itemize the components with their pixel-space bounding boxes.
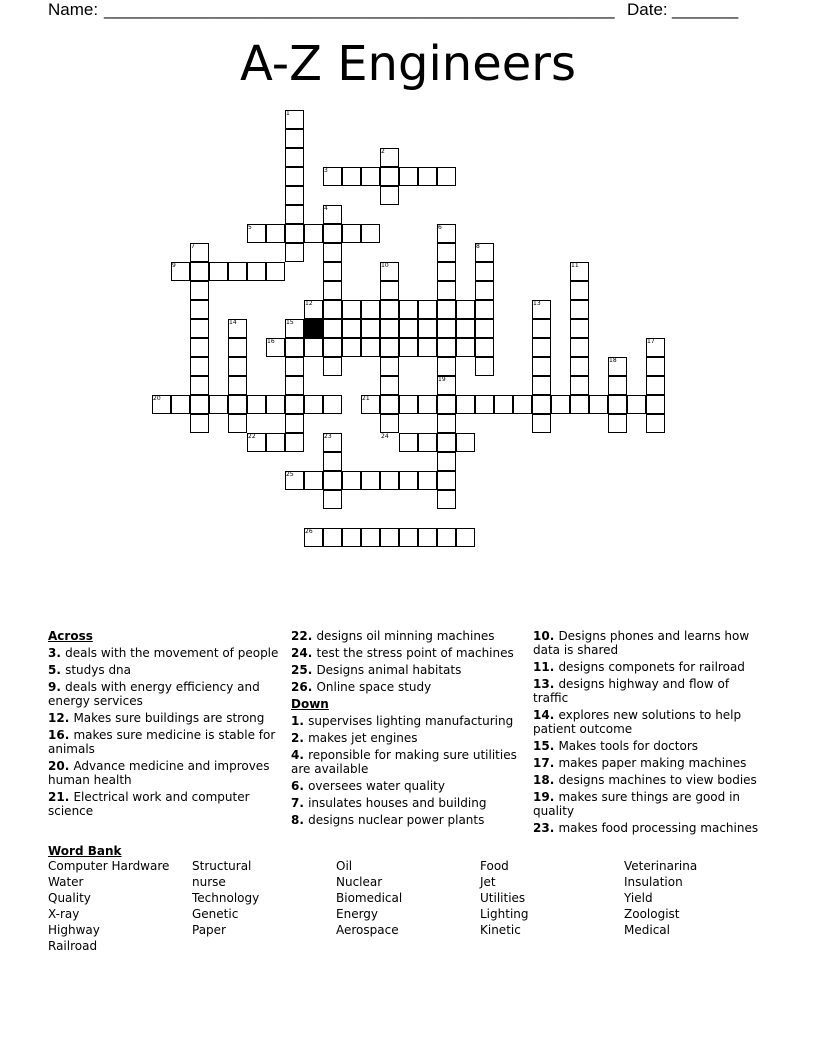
clue-label-number: 2. <box>291 731 309 745</box>
grid-cell[interactable] <box>646 357 665 376</box>
clue-label-number: 19. <box>533 790 559 804</box>
grid-cell[interactable] <box>399 300 418 319</box>
grid-cell[interactable] <box>437 319 456 338</box>
grid-cell[interactable] <box>304 224 323 243</box>
grid-cell[interactable] <box>304 338 323 357</box>
grid-cell[interactable] <box>570 338 589 357</box>
clue-label-number: 7. <box>291 796 309 810</box>
down-clue <box>291 813 523 827</box>
down-clue <box>291 796 523 810</box>
grid-cell[interactable] <box>361 338 380 357</box>
grid-cell[interactable] <box>380 357 399 376</box>
clue-number: 11 <box>571 262 579 269</box>
grid-cell[interactable] <box>266 395 285 414</box>
word-bank-word: Zoologist <box>624 907 680 921</box>
grid-cell[interactable] <box>285 376 304 395</box>
grid-cell[interactable] <box>399 471 418 490</box>
grid-cell[interactable] <box>228 414 247 433</box>
clue-number: 5 <box>248 224 252 231</box>
clue-text: Designs phones and learns how data is shared <box>533 629 750 657</box>
clue-label-number: 3. <box>48 646 66 660</box>
grid-cell[interactable] <box>323 300 342 319</box>
grid-cell[interactable] <box>285 129 304 148</box>
clue-label-number: 14. <box>533 708 559 722</box>
grid-cell[interactable] <box>475 338 494 357</box>
grid-cell[interactable] <box>323 262 342 281</box>
word-bank-heading: Word Bank <box>48 844 122 858</box>
clue-number: 6 <box>438 224 442 231</box>
clue-label-number: 6. <box>291 779 309 793</box>
word-bank-word: Technology <box>192 891 260 905</box>
grid-cell[interactable] <box>361 471 380 490</box>
grid-cell[interactable] <box>437 490 456 509</box>
grid-cell[interactable] <box>171 395 190 414</box>
grid-cell[interactable] <box>589 395 608 414</box>
down-clue <box>533 790 765 818</box>
clue-text: designs oil minning machines <box>316 629 495 643</box>
grid-cell[interactable] <box>456 338 475 357</box>
clue-text: makes jet engines <box>308 731 418 745</box>
clue-text: designs highway and flow of traffic <box>533 677 730 705</box>
grid-cell[interactable] <box>323 490 342 509</box>
grid-cell[interactable] <box>532 395 551 414</box>
word-bank-word: Aerospace <box>336 923 399 937</box>
clue-number: 8 <box>476 243 480 250</box>
clue-text: Online space study <box>316 680 432 694</box>
clue-label-number: 9. <box>48 680 66 694</box>
word-bank-word: Energy <box>336 907 379 921</box>
down-heading: Down <box>291 697 329 711</box>
grid-cell[interactable] <box>209 262 228 281</box>
grid-cell[interactable] <box>646 395 665 414</box>
word-bank-word: Nuclear <box>336 875 383 889</box>
grid-cell[interactable] <box>266 224 285 243</box>
clue-text: studys dna <box>65 663 132 677</box>
grid-cell[interactable] <box>646 376 665 395</box>
grid-cell[interactable] <box>646 414 665 433</box>
grid-cell[interactable] <box>399 167 418 186</box>
grid-cell[interactable] <box>570 395 589 414</box>
clue-number: 17 <box>647 338 655 345</box>
grid-cell[interactable] <box>570 319 589 338</box>
grid-cell[interactable] <box>342 471 361 490</box>
word-bank-word: Genetic <box>192 907 239 921</box>
grid-cell[interactable] <box>361 528 380 547</box>
grid-cell[interactable] <box>418 338 437 357</box>
grid-cell[interactable] <box>228 376 247 395</box>
clue-number: 9 <box>172 262 176 269</box>
down-clue <box>533 821 765 835</box>
down-clue <box>533 677 765 705</box>
across-clue <box>48 663 280 677</box>
grid-cell[interactable] <box>380 376 399 395</box>
grid-cell[interactable] <box>456 300 475 319</box>
clue-number: 24 <box>381 433 389 440</box>
grid-cell[interactable] <box>475 281 494 300</box>
grid-cell[interactable] <box>399 395 418 414</box>
grid-cell[interactable] <box>437 471 456 490</box>
down-clue <box>291 779 523 793</box>
grid-cell[interactable] <box>361 319 380 338</box>
grid-cell[interactable] <box>228 357 247 376</box>
clue-text: makes sure medicine is stable for animals <box>48 728 276 756</box>
name-label: Name: <box>48 0 99 19</box>
clue-number: 25 <box>286 471 294 478</box>
clue-number: 14 <box>229 319 237 326</box>
grid-cell[interactable] <box>323 357 342 376</box>
word-bank-word: Insulation <box>624 875 683 889</box>
across-heading: Across <box>48 629 93 643</box>
grid-cell[interactable] <box>437 338 456 357</box>
across-clue <box>48 646 280 660</box>
word-bank-list <box>48 858 768 968</box>
grid-black-cell <box>304 319 323 338</box>
name-field-line[interactable]: ______________________________________________________ <box>104 0 615 19</box>
clue-number: 4 <box>324 205 328 212</box>
clue-label-number: 18. <box>533 773 559 787</box>
across-clue <box>291 646 523 660</box>
across-clue <box>48 728 280 756</box>
grid-cell[interactable] <box>399 319 418 338</box>
grid-cell[interactable] <box>399 433 418 452</box>
grid-cell[interactable] <box>228 395 247 414</box>
clue-number: 21 <box>362 395 370 402</box>
grid-cell[interactable] <box>456 433 475 452</box>
clue-label-number: 23. <box>533 821 559 835</box>
down-clue <box>291 731 523 745</box>
clue-text: supervises lighting manufacturing <box>308 714 514 728</box>
clues-column-2 <box>291 629 523 830</box>
down-clue <box>291 714 523 728</box>
grid-cell[interactable] <box>608 395 627 414</box>
grid-cell[interactable] <box>323 338 342 357</box>
clue-label-number: 5. <box>48 663 66 677</box>
word-bank-word: Veterinarina <box>624 859 698 873</box>
grid-cell[interactable] <box>190 395 209 414</box>
grid-cell[interactable] <box>437 281 456 300</box>
grid-cell[interactable] <box>437 395 456 414</box>
grid-cell[interactable] <box>627 395 646 414</box>
grid-cell[interactable] <box>380 528 399 547</box>
clue-label-number: 26. <box>291 680 317 694</box>
word-bank-word: Utilities <box>480 891 526 905</box>
grid-cell[interactable] <box>209 395 228 414</box>
grid-cell[interactable] <box>437 300 456 319</box>
clue-number: 10 <box>381 262 389 269</box>
grid-cell[interactable] <box>228 262 247 281</box>
grid-cell[interactable] <box>285 224 304 243</box>
down-clue <box>533 756 765 770</box>
grid-cell[interactable] <box>285 243 304 262</box>
word-bank-word: Lighting <box>480 907 529 921</box>
grid-cell[interactable] <box>494 395 513 414</box>
clue-text: makes food processing machines <box>558 821 759 835</box>
word-bank-word: Oil <box>336 859 353 873</box>
down-clue <box>533 708 765 736</box>
clue-label-number: 22. <box>291 629 317 643</box>
grid-cell[interactable] <box>190 300 209 319</box>
clue-label-number: 12. <box>48 711 74 725</box>
word-bank-word: Highway <box>48 923 100 937</box>
clue-label-number: 17. <box>533 756 559 770</box>
clue-label-number: 8. <box>291 813 309 827</box>
grid-cell[interactable] <box>532 414 551 433</box>
grid-cell[interactable] <box>361 224 380 243</box>
across-clue <box>291 680 523 694</box>
grid-cell[interactable] <box>266 262 285 281</box>
grid-cell[interactable] <box>285 395 304 414</box>
clue-number: 22 <box>248 433 256 440</box>
clue-number: 18 <box>609 357 617 364</box>
grid-cell[interactable] <box>475 357 494 376</box>
grid-cell[interactable] <box>285 433 304 452</box>
down-clue <box>533 773 765 787</box>
grid-cell[interactable] <box>190 414 209 433</box>
clue-text: explores new solutions to help patient outcome <box>533 708 742 736</box>
clue-text: makes sure things are good in quality <box>533 790 741 818</box>
clue-number: 20 <box>153 395 161 402</box>
grid-cell[interactable] <box>513 395 532 414</box>
grid-cell[interactable] <box>437 357 456 376</box>
grid-cell[interactable] <box>190 376 209 395</box>
grid-cell[interactable] <box>418 300 437 319</box>
clue-number: 2 <box>381 148 385 155</box>
grid-cell[interactable] <box>190 319 209 338</box>
grid-cell[interactable] <box>304 471 323 490</box>
grid-cell[interactable] <box>380 281 399 300</box>
grid-cell[interactable] <box>285 186 304 205</box>
clue-label-number: 1. <box>291 714 309 728</box>
clue-text: Makes tools for doctors <box>558 739 699 753</box>
grid-cell[interactable] <box>323 395 342 414</box>
down-clue <box>291 748 523 776</box>
clue-number: 3 <box>324 167 328 174</box>
grid-cell[interactable] <box>532 357 551 376</box>
grid-cell[interactable] <box>399 338 418 357</box>
grid-cell[interactable] <box>323 471 342 490</box>
word-bank-word: Kinetic <box>480 923 521 937</box>
grid-cell[interactable] <box>190 262 209 281</box>
grid-cell[interactable] <box>475 300 494 319</box>
grid-cell[interactable] <box>380 300 399 319</box>
word-bank-word: Biomedical <box>336 891 403 905</box>
date-label: Date: <box>627 0 668 19</box>
grid-cell[interactable] <box>285 205 304 224</box>
grid-cell[interactable] <box>190 357 209 376</box>
grid-cell[interactable] <box>342 319 361 338</box>
grid-cell[interactable] <box>532 376 551 395</box>
grid-cell[interactable] <box>570 281 589 300</box>
word-bank-word: Jet <box>480 875 496 889</box>
clue-label-number: 24. <box>291 646 317 660</box>
grid-cell[interactable] <box>380 167 399 186</box>
across-clue <box>48 759 280 787</box>
clue-number: 19 <box>438 376 446 383</box>
across-clue <box>291 629 523 643</box>
grid-cell[interactable] <box>456 319 475 338</box>
word-bank-word: Water <box>48 875 84 889</box>
date-field-line[interactable]: _______ <box>672 0 739 19</box>
clue-label-number: 20. <box>48 759 74 773</box>
clues-column-3 <box>533 629 765 838</box>
clue-text: test the stress point of machines <box>316 646 514 660</box>
word-bank-word: Medical <box>624 923 670 937</box>
grid-cell[interactable] <box>418 395 437 414</box>
grid-cell[interactable] <box>190 338 209 357</box>
clue-text: designs componets for railroad <box>558 660 745 674</box>
grid-cell[interactable] <box>190 281 209 300</box>
grid-cell[interactable] <box>437 414 456 433</box>
grid-cell[interactable] <box>532 319 551 338</box>
page-title: A-Z Engineers <box>239 36 577 92</box>
grid-cell[interactable] <box>323 452 342 471</box>
grid-cell[interactable] <box>323 281 342 300</box>
clue-text: insulates houses and building <box>308 796 487 810</box>
grid-cell[interactable] <box>342 528 361 547</box>
clue-text: reponsible for making sure utilities are available <box>291 748 517 776</box>
clue-text: Makes sure buildings are strong <box>73 711 265 725</box>
grid-cell[interactable] <box>551 395 570 414</box>
grid-cell[interactable] <box>361 167 380 186</box>
grid-cell[interactable] <box>285 357 304 376</box>
grid-cell[interactable] <box>323 528 342 547</box>
grid-cell[interactable] <box>380 414 399 433</box>
grid-cell[interactable] <box>304 395 323 414</box>
grid-cell[interactable] <box>247 262 266 281</box>
across-clue <box>48 711 280 725</box>
across-clue <box>291 663 523 677</box>
grid-cell[interactable] <box>418 319 437 338</box>
grid-cell[interactable] <box>475 395 494 414</box>
grid-cell[interactable] <box>437 243 456 262</box>
clue-number: 13 <box>533 300 541 307</box>
grid-cell[interactable] <box>456 528 475 547</box>
clue-text: oversees water quality <box>308 779 445 793</box>
grid-cell[interactable] <box>418 167 437 186</box>
word-bank-word: Structural <box>192 859 252 873</box>
clue-label-number: 10. <box>533 629 559 643</box>
grid-cell[interactable] <box>418 433 437 452</box>
across-clue <box>48 680 280 708</box>
word-bank-word: X-ray <box>48 907 80 921</box>
grid-cell[interactable] <box>247 395 266 414</box>
grid-cell[interactable] <box>342 167 361 186</box>
word-bank <box>48 844 768 968</box>
clue-label-number: 4. <box>291 748 309 762</box>
grid-cell[interactable] <box>380 471 399 490</box>
grid-cell[interactable] <box>323 224 342 243</box>
clue-number: 12 <box>305 300 313 307</box>
clue-text: makes paper making machines <box>558 756 747 770</box>
grid-cell[interactable] <box>570 376 589 395</box>
clue-label-number: 15. <box>533 739 559 753</box>
down-clue <box>533 629 765 657</box>
grid-cell[interactable] <box>285 338 304 357</box>
grid-cell[interactable] <box>342 300 361 319</box>
clue-text: designs machines to view bodies <box>558 773 757 787</box>
word-bank-word: Computer Hardware <box>48 859 170 873</box>
grid-cell[interactable] <box>437 528 456 547</box>
grid-cell[interactable] <box>437 452 456 471</box>
down-clue <box>533 739 765 753</box>
word-bank-word: Railroad <box>48 939 98 953</box>
grid-cell[interactable] <box>437 262 456 281</box>
clue-text: designs nuclear power plants <box>308 813 485 827</box>
clue-number: 7 <box>191 243 195 250</box>
grid-cell[interactable] <box>418 471 437 490</box>
grid-cell[interactable] <box>608 376 627 395</box>
clue-text: deals with the movement of people <box>65 646 279 660</box>
grid-cell[interactable] <box>570 300 589 319</box>
grid-cell[interactable] <box>399 528 418 547</box>
word-bank-word: nurse <box>192 875 226 889</box>
grid-cell[interactable] <box>380 186 399 205</box>
clue-label-number: 21. <box>48 790 74 804</box>
clues-column-1 <box>48 629 280 821</box>
clue-text: Advance medicine and improves human health <box>48 759 270 787</box>
grid-cell[interactable] <box>532 338 551 357</box>
grid-cell[interactable] <box>475 319 494 338</box>
grid-cell[interactable] <box>475 262 494 281</box>
grid-cell[interactable] <box>418 528 437 547</box>
clue-label-number: 11. <box>533 660 559 674</box>
clue-number: 1 <box>286 110 290 117</box>
grid-cell[interactable] <box>608 414 627 433</box>
clue-number: 16 <box>267 338 275 345</box>
grid-cell[interactable] <box>323 243 342 262</box>
clue-text: deals with energy efficiency and energy services <box>48 680 260 708</box>
grid-cell[interactable] <box>285 148 304 167</box>
word-bank-word: Paper <box>192 923 226 937</box>
clue-label-number: 25. <box>291 663 317 677</box>
grid-cell[interactable] <box>456 395 475 414</box>
clue-text: Designs animal habitats <box>316 663 462 677</box>
grid-cell[interactable] <box>266 433 285 452</box>
grid-cell[interactable] <box>228 338 247 357</box>
word-bank-word: Yield <box>624 891 653 905</box>
grid-cell[interactable] <box>323 319 342 338</box>
clue-text: Electrical work and computer science <box>48 790 250 818</box>
clue-number: 26 <box>305 528 313 535</box>
grid-cell[interactable] <box>285 167 304 186</box>
grid-cell[interactable] <box>380 319 399 338</box>
grid-cell[interactable] <box>342 224 361 243</box>
grid-cell[interactable] <box>361 300 380 319</box>
grid-cell[interactable] <box>570 357 589 376</box>
clue-label-number: 16. <box>48 728 74 742</box>
down-clue <box>533 660 765 674</box>
grid-cell[interactable] <box>437 433 456 452</box>
grid-cell[interactable] <box>437 167 456 186</box>
word-bank-word: Food <box>480 859 509 873</box>
across-clue <box>48 790 280 818</box>
grid-cell[interactable] <box>342 338 361 357</box>
clue-label-number: 13. <box>533 677 559 691</box>
clue-number: 23 <box>324 433 332 440</box>
grid-cell[interactable] <box>285 414 304 433</box>
clue-number: 15 <box>286 319 294 326</box>
grid-cell[interactable] <box>380 338 399 357</box>
grid-cell[interactable] <box>380 395 399 414</box>
word-bank-word: Quality <box>48 891 91 905</box>
